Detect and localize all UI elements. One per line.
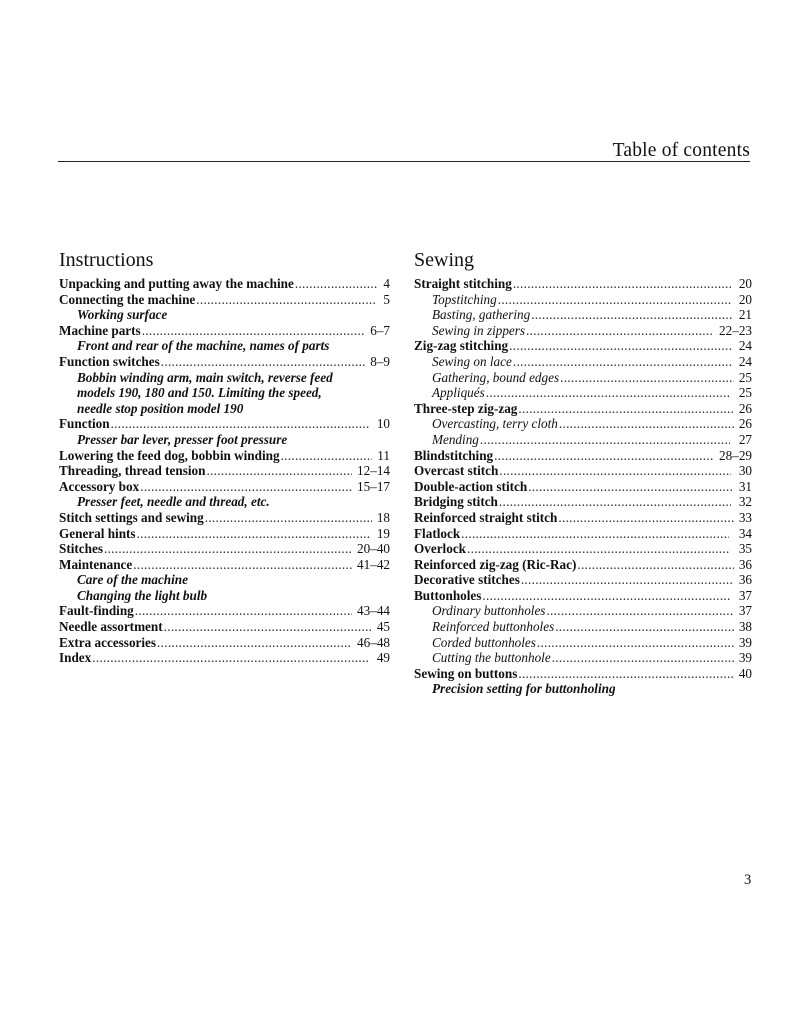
page-ref: 22–23: [719, 322, 752, 338]
entry-label: Buttonholes: [414, 587, 482, 603]
toc-entry: [59, 541, 390, 557]
entry-label: Lowering the feed dog, bobbin winding: [59, 447, 280, 463]
entry-label: Overcast stitch: [414, 463, 499, 479]
sewing-list: [414, 276, 752, 697]
toc-entry-row: [59, 354, 390, 370]
entry-notes: [59, 432, 390, 448]
toc-entry-row: [59, 541, 390, 557]
toc-subentry: [414, 370, 752, 386]
toc-subentry-row: [414, 432, 752, 448]
toc-entry-row: [59, 416, 390, 432]
entry-label: Function switches: [59, 353, 160, 369]
dot-leader: [161, 354, 365, 370]
dot-leader: [482, 588, 730, 604]
page-ref: 25: [738, 369, 752, 385]
toc-subentry-row: [414, 619, 752, 635]
toc-entry: [59, 276, 390, 292]
entry-notes: [59, 494, 390, 510]
sewing-column: [414, 248, 752, 697]
entry-label: Stitches: [59, 541, 103, 557]
toc-entry: [414, 494, 752, 510]
toc-entry: [59, 635, 390, 651]
toc-entry-row: [414, 448, 752, 464]
page-ref: 41–42: [357, 556, 390, 572]
page-ref: 5: [383, 291, 390, 307]
dot-leader: [461, 526, 729, 542]
entry-note: [59, 338, 390, 354]
entry-label: Threading, thread tension: [59, 463, 206, 479]
toc-entry: [414, 666, 752, 697]
dot-leader: [528, 479, 733, 495]
page-number: 3: [744, 872, 752, 888]
entry-label: Accessory box: [59, 478, 140, 494]
entry-label: Bridging stitch: [414, 494, 498, 510]
toc-subentry: [414, 354, 752, 370]
dot-leader: [157, 635, 352, 651]
toc-entry: [59, 354, 390, 416]
dot-leader: [498, 292, 732, 308]
entry-label: Unpacking and putting away the machine: [59, 276, 294, 291]
toc-subentry: [414, 307, 752, 323]
toc-entry-row: [414, 401, 752, 417]
note-text: Presser feet, needle and thread, etc.: [77, 494, 270, 510]
toc-entry: [414, 276, 752, 292]
dot-leader: [92, 650, 368, 666]
toc-entry-row: [414, 588, 752, 604]
toc-entry: [59, 292, 390, 323]
subentry-label: Sewing in zippers: [432, 322, 526, 338]
subentry-label: Sewing on lace: [432, 353, 512, 369]
instructions-list: [59, 276, 390, 666]
page-ref: 10: [376, 416, 390, 432]
toc-entry: [414, 510, 752, 526]
toc-subentry-row: [414, 292, 752, 308]
entry-label: Sewing on buttons: [414, 665, 518, 681]
page-ref: 40: [738, 665, 752, 681]
page-ref: 35: [738, 541, 752, 557]
entry-note: [59, 588, 390, 604]
toc-entry-row: [59, 276, 390, 292]
entry-label: Flatlock: [414, 525, 461, 541]
toc-subentry: [414, 432, 752, 448]
dot-leader: [137, 526, 372, 542]
toc-subentry: [414, 650, 752, 666]
page-ref: 12–14: [357, 463, 390, 479]
toc-subentry: [414, 619, 752, 635]
toc-subentry: [414, 292, 752, 308]
toc-entry: [59, 323, 390, 354]
page-ref: 8–9: [370, 353, 390, 369]
entry-notes: [59, 307, 390, 323]
toc-entry-row: [59, 650, 390, 666]
page-ref: 4: [383, 276, 390, 291]
dot-leader: [494, 448, 714, 464]
entry-label: Three-step zig-zag: [414, 400, 518, 416]
dot-leader: [206, 463, 352, 479]
toc-entry-row: [414, 557, 752, 573]
entry-notes: [59, 370, 390, 417]
entry-label: Function: [59, 416, 110, 432]
toc-entry: [59, 448, 390, 464]
dot-leader: [295, 276, 379, 292]
toc-subentry: [414, 603, 752, 619]
toc-entry: [59, 619, 390, 635]
page-ref: 20: [738, 291, 752, 307]
subentry-label: Gathering, bound edges: [432, 369, 560, 385]
dot-leader: [205, 510, 372, 526]
toc-subentry-row: [414, 635, 752, 651]
note-text: needle stop position model 190: [77, 400, 244, 416]
entry-note: [59, 385, 390, 401]
entry-label: Stitch settings and sewing: [59, 509, 204, 525]
toc-entry-row: [59, 557, 390, 573]
page-ref: 39: [738, 650, 752, 666]
dot-leader: [521, 572, 733, 588]
dot-leader: [196, 292, 374, 308]
page-ref: 26: [738, 416, 752, 432]
toc-entry: [59, 510, 390, 526]
toc-entry-row: [414, 526, 752, 542]
instructions-heading: Instructions: [59, 249, 154, 271]
toc-entry: [414, 541, 752, 557]
page-ref: 46–48: [357, 634, 390, 650]
page-ref: 27: [738, 431, 752, 447]
entry-label: Fault-finding: [59, 603, 134, 619]
dot-leader: [509, 338, 732, 354]
entry-note: [59, 494, 390, 510]
dot-leader: [133, 557, 352, 573]
page-ref: 20: [738, 276, 752, 291]
toc-entry: [414, 526, 752, 542]
entry-label: Straight stitching: [414, 276, 512, 291]
dot-leader: [499, 463, 731, 479]
entry-notes: [414, 681, 752, 697]
toc-subentry: [414, 416, 752, 432]
toc-entry-row: [414, 463, 752, 479]
entry-note: [59, 401, 390, 417]
page-ref: 34: [738, 525, 752, 541]
subentry-label: Topstitching: [432, 291, 497, 307]
dot-leader: [558, 510, 733, 526]
page-ref: 36: [738, 572, 752, 588]
toc-entry-row: [59, 323, 390, 339]
entry-label: Overlock: [414, 541, 467, 557]
toc-entry-row: [59, 635, 390, 651]
subentry-label: Basting, gathering: [432, 307, 531, 323]
entry-label: Decorative stitches: [414, 572, 520, 588]
page-ref: 26: [738, 400, 752, 416]
toc-entry: [59, 526, 390, 542]
page-ref: 33: [738, 509, 752, 525]
entry-label: Extra accessories: [59, 634, 157, 650]
toc-entry-row: [414, 494, 752, 510]
dot-leader: [555, 619, 734, 635]
page-ref: 45: [376, 619, 390, 635]
note-text: Presser bar lever, presser foot pressure: [77, 431, 288, 447]
toc-entry: [414, 338, 752, 354]
sewing-heading: Sewing: [414, 249, 474, 271]
toc-entry-row: [414, 541, 752, 557]
toc-entry-row: [59, 510, 390, 526]
header-rule: [58, 161, 750, 162]
note-text: models 190, 180 and 150. Limiting the speed,: [77, 385, 322, 401]
dot-leader: [546, 603, 733, 619]
page-ref: 25: [738, 385, 752, 401]
entry-note: [59, 572, 390, 588]
page-ref: 37: [738, 603, 752, 619]
dot-leader: [513, 276, 733, 292]
toc-entry: [414, 572, 752, 588]
toc-subentry: [414, 323, 752, 339]
entry-note: [59, 307, 390, 323]
page-ref: 24: [738, 338, 752, 354]
entry-label: Maintenance: [59, 556, 133, 572]
toc-subentry-row: [414, 354, 752, 370]
entry-note: [59, 370, 390, 386]
dot-leader: [518, 401, 732, 417]
dot-leader: [552, 650, 734, 666]
dot-leader: [467, 541, 729, 557]
page-ref: 49: [376, 650, 390, 666]
entry-notes: [59, 572, 390, 603]
entry-label: General hints: [59, 525, 136, 541]
toc-subentry: [414, 635, 752, 651]
toc-entry: [59, 557, 390, 604]
toc-entry: [414, 479, 752, 495]
dot-leader: [537, 635, 734, 651]
dot-leader: [531, 307, 733, 323]
subentry-label: Ordinary buttonholes: [432, 603, 546, 619]
toc-entry-row: [59, 603, 390, 619]
subentry-label: Appliqués: [432, 385, 485, 401]
toc-subentry-row: [414, 650, 752, 666]
toc-entry: [59, 603, 390, 619]
toc-entry-row: [59, 463, 390, 479]
dot-leader: [518, 666, 732, 682]
toc-subentry-row: [414, 603, 752, 619]
dot-leader: [111, 416, 370, 432]
page-ref: 21: [738, 307, 752, 323]
page-ref: 30: [738, 463, 752, 479]
toc-entry: [414, 401, 752, 417]
toc-entry: [414, 557, 752, 573]
page-ref: 24: [738, 353, 752, 369]
note-text: Working surface: [77, 307, 168, 323]
entry-label: Machine parts: [59, 322, 141, 338]
dot-leader: [513, 354, 732, 370]
toc-entry-row: [59, 526, 390, 542]
page-ref: 36: [738, 556, 752, 572]
toc-subentry-row: [414, 416, 752, 432]
entry-note: [59, 432, 390, 448]
entry-label: Connecting the machine: [59, 291, 196, 307]
page-ref: 19: [376, 525, 390, 541]
toc-subentry-row: [414, 385, 752, 401]
entry-label: Zig-zag stitching: [414, 338, 509, 354]
entry-label: Index: [59, 650, 92, 666]
toc-entry: [59, 416, 390, 447]
page-ref: 18: [376, 509, 390, 525]
page-ref: 43–44: [357, 603, 390, 619]
page-ref: 38: [738, 619, 752, 635]
toc-subentry-row: [414, 323, 752, 339]
instructions-column: [59, 248, 390, 666]
page-ref: 37: [738, 587, 752, 603]
dot-leader: [499, 494, 732, 510]
entry-notes: [59, 338, 390, 354]
toc-entry-row: [59, 479, 390, 495]
entry-note: [414, 681, 752, 697]
toc-entry-row: [414, 572, 752, 588]
note-text: Changing the light bulb: [77, 587, 208, 603]
page-ref: 15–17: [357, 478, 390, 494]
entry-label: Needle assortment: [59, 619, 163, 635]
dot-leader: [486, 385, 731, 401]
toc-entry: [59, 479, 390, 510]
toc-entry: [59, 463, 390, 479]
entry-label: Blindstitching: [414, 447, 494, 463]
toc-entry-row: [59, 292, 390, 308]
toc-entry-row: [414, 338, 752, 354]
page-ref: 11: [377, 447, 390, 463]
dot-leader: [140, 479, 352, 495]
toc-entry-row: [414, 276, 752, 292]
toc-entry-row: [59, 619, 390, 635]
dot-leader: [281, 448, 373, 464]
toc-entry: [414, 588, 752, 604]
page-header: [0, 0, 794, 170]
entry-label: Double-action stitch: [414, 478, 528, 494]
subentry-label: Corded buttonholes: [432, 634, 536, 650]
toc-subentry-row: [414, 307, 752, 323]
toc-entry: [59, 650, 390, 666]
toc-subentry-row: [414, 370, 752, 386]
subentry-label: Overcasting, terry cloth: [432, 416, 558, 432]
dot-leader: [480, 432, 730, 448]
dot-leader: [142, 323, 366, 339]
subentry-label: Cutting the buttonhole: [432, 650, 551, 666]
page-ref: 6–7: [370, 322, 390, 338]
toc-subentry: [414, 385, 752, 401]
note-text: Care of the machine: [77, 572, 188, 588]
subentry-label: Reinforced buttonholes: [432, 619, 555, 635]
page-ref: 28–29: [719, 447, 752, 463]
page-ref: 32: [738, 494, 752, 510]
dot-leader: [164, 619, 372, 635]
toc-entry-row: [414, 510, 752, 526]
note-text: Front and rear of the machine, names of parts: [77, 338, 330, 354]
page-ref: 20–40: [357, 541, 390, 557]
entry-label: Reinforced straight stitch: [414, 509, 558, 525]
note-text: Precision setting for buttonholing: [432, 681, 616, 697]
toc-entry: [414, 448, 752, 464]
dot-leader: [577, 557, 733, 573]
toc-entry-row: [414, 666, 752, 682]
page-ref: 39: [738, 634, 752, 650]
entry-label: Reinforced zig-zag (Ric-Rac): [414, 556, 577, 572]
dot-leader: [559, 416, 734, 432]
toc-entry: [414, 463, 752, 479]
dot-leader: [104, 541, 352, 557]
page-ref: 31: [738, 478, 752, 494]
note-text: Bobbin winding arm, main switch, reverse feed: [77, 369, 333, 385]
toc-entry-row: [414, 479, 752, 495]
dot-leader: [526, 323, 714, 339]
toc-entry-row: [59, 448, 390, 464]
subentry-label: Mending: [432, 431, 479, 447]
dot-leader: [135, 603, 352, 619]
dot-leader: [560, 370, 734, 386]
page-title: Table of contents: [612, 140, 750, 161]
